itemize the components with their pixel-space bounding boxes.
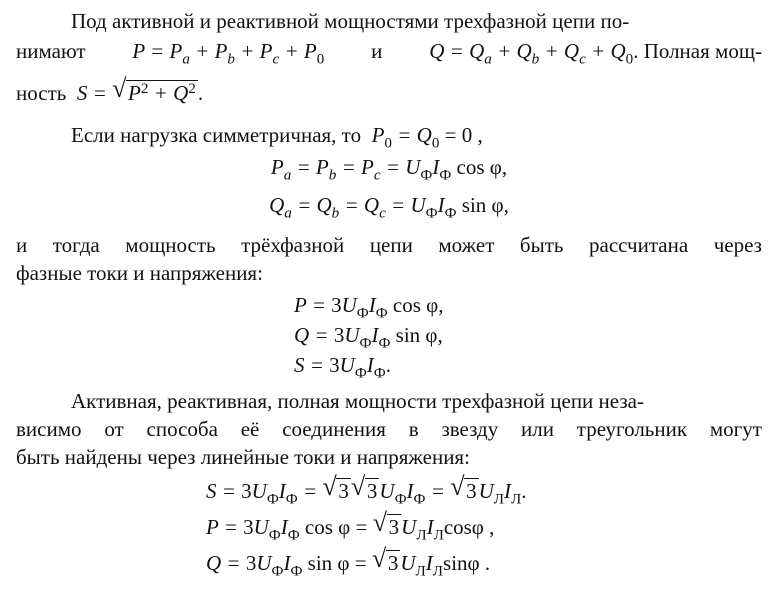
formula-Qa-Qb-Qc: $Q_a = Q_b = Q_c = U_ФI_Ф$ sin φ, xyxy=(269,193,509,222)
text-i: и xyxy=(371,39,383,63)
para1-line3: ность S = √ $P^2 + Q^2$. xyxy=(16,80,203,106)
text-nimayut: нимают xyxy=(16,39,86,63)
para1-line2 xyxy=(16,38,762,68)
para3-line2: висимо от способа её соединения в звезду или треугольник могут xyxy=(16,417,762,441)
formula-Q-linear: $Q = 3U_ФI_Ф$ sin φ = √ $3U_ЛI_Л\sin\varphi$ . xyxy=(206,550,490,576)
text-if-symmetric: Если нагрузка симметричная, то xyxy=(71,123,362,147)
para3-line3: быть найдены через линейные токи и напряжения: xyxy=(16,445,470,469)
formula-S-3UI: $S = 3U_ФI_Ф$. xyxy=(294,353,391,382)
para2-line1 xyxy=(71,122,483,152)
para3-line1: Активная, реактивная, полная мощности трехфазной цепи неза- xyxy=(71,389,644,413)
formula-S-linear: $S = 3U_ФI_Ф$ = √ 3√ $3U_ФI_Ф$ = √ $3U_ЛI_Л$. xyxy=(206,478,527,504)
formula-P-3UI-cos: $P = 3U_ФI_Ф$ cos φ, xyxy=(294,293,444,322)
formula-Q-3UI-sin: $Q = 3U_ФI_Ф$ sin φ, xyxy=(294,323,443,352)
para2-after2: фазные токи и напряжения: xyxy=(16,261,263,285)
text-nost: ность xyxy=(16,81,67,105)
para1-line1: Под активной и реактивной мощностями трехфазной цепи по- xyxy=(71,9,630,33)
formula-Pa-Pb-Pc: $P_a = P_b = P_c = U_ФI_Ф$ cos φ, xyxy=(270,155,508,184)
para2-after1: и тогда мощность трёхфазной цепи может быть рассчитана через xyxy=(16,233,762,257)
formula-P0-Q0: $P_0 = Q_0 = 0$ , xyxy=(366,123,483,152)
formula-P-linear: $P = 3U_ФI_Ф$ cos φ = √ $3U_ЛI_Л\cos\varphi$ , xyxy=(206,514,494,540)
formula-Q-sum: $Q = Q_a + Q_b + Q_c + Q_0$. Полная мощ- xyxy=(429,39,762,68)
formula-S-sqrt: S = √ $P^2 + Q^2$ xyxy=(72,81,198,105)
formula-P-sum: $P = P_a + P_b + P_c + P_0$ xyxy=(132,39,325,68)
